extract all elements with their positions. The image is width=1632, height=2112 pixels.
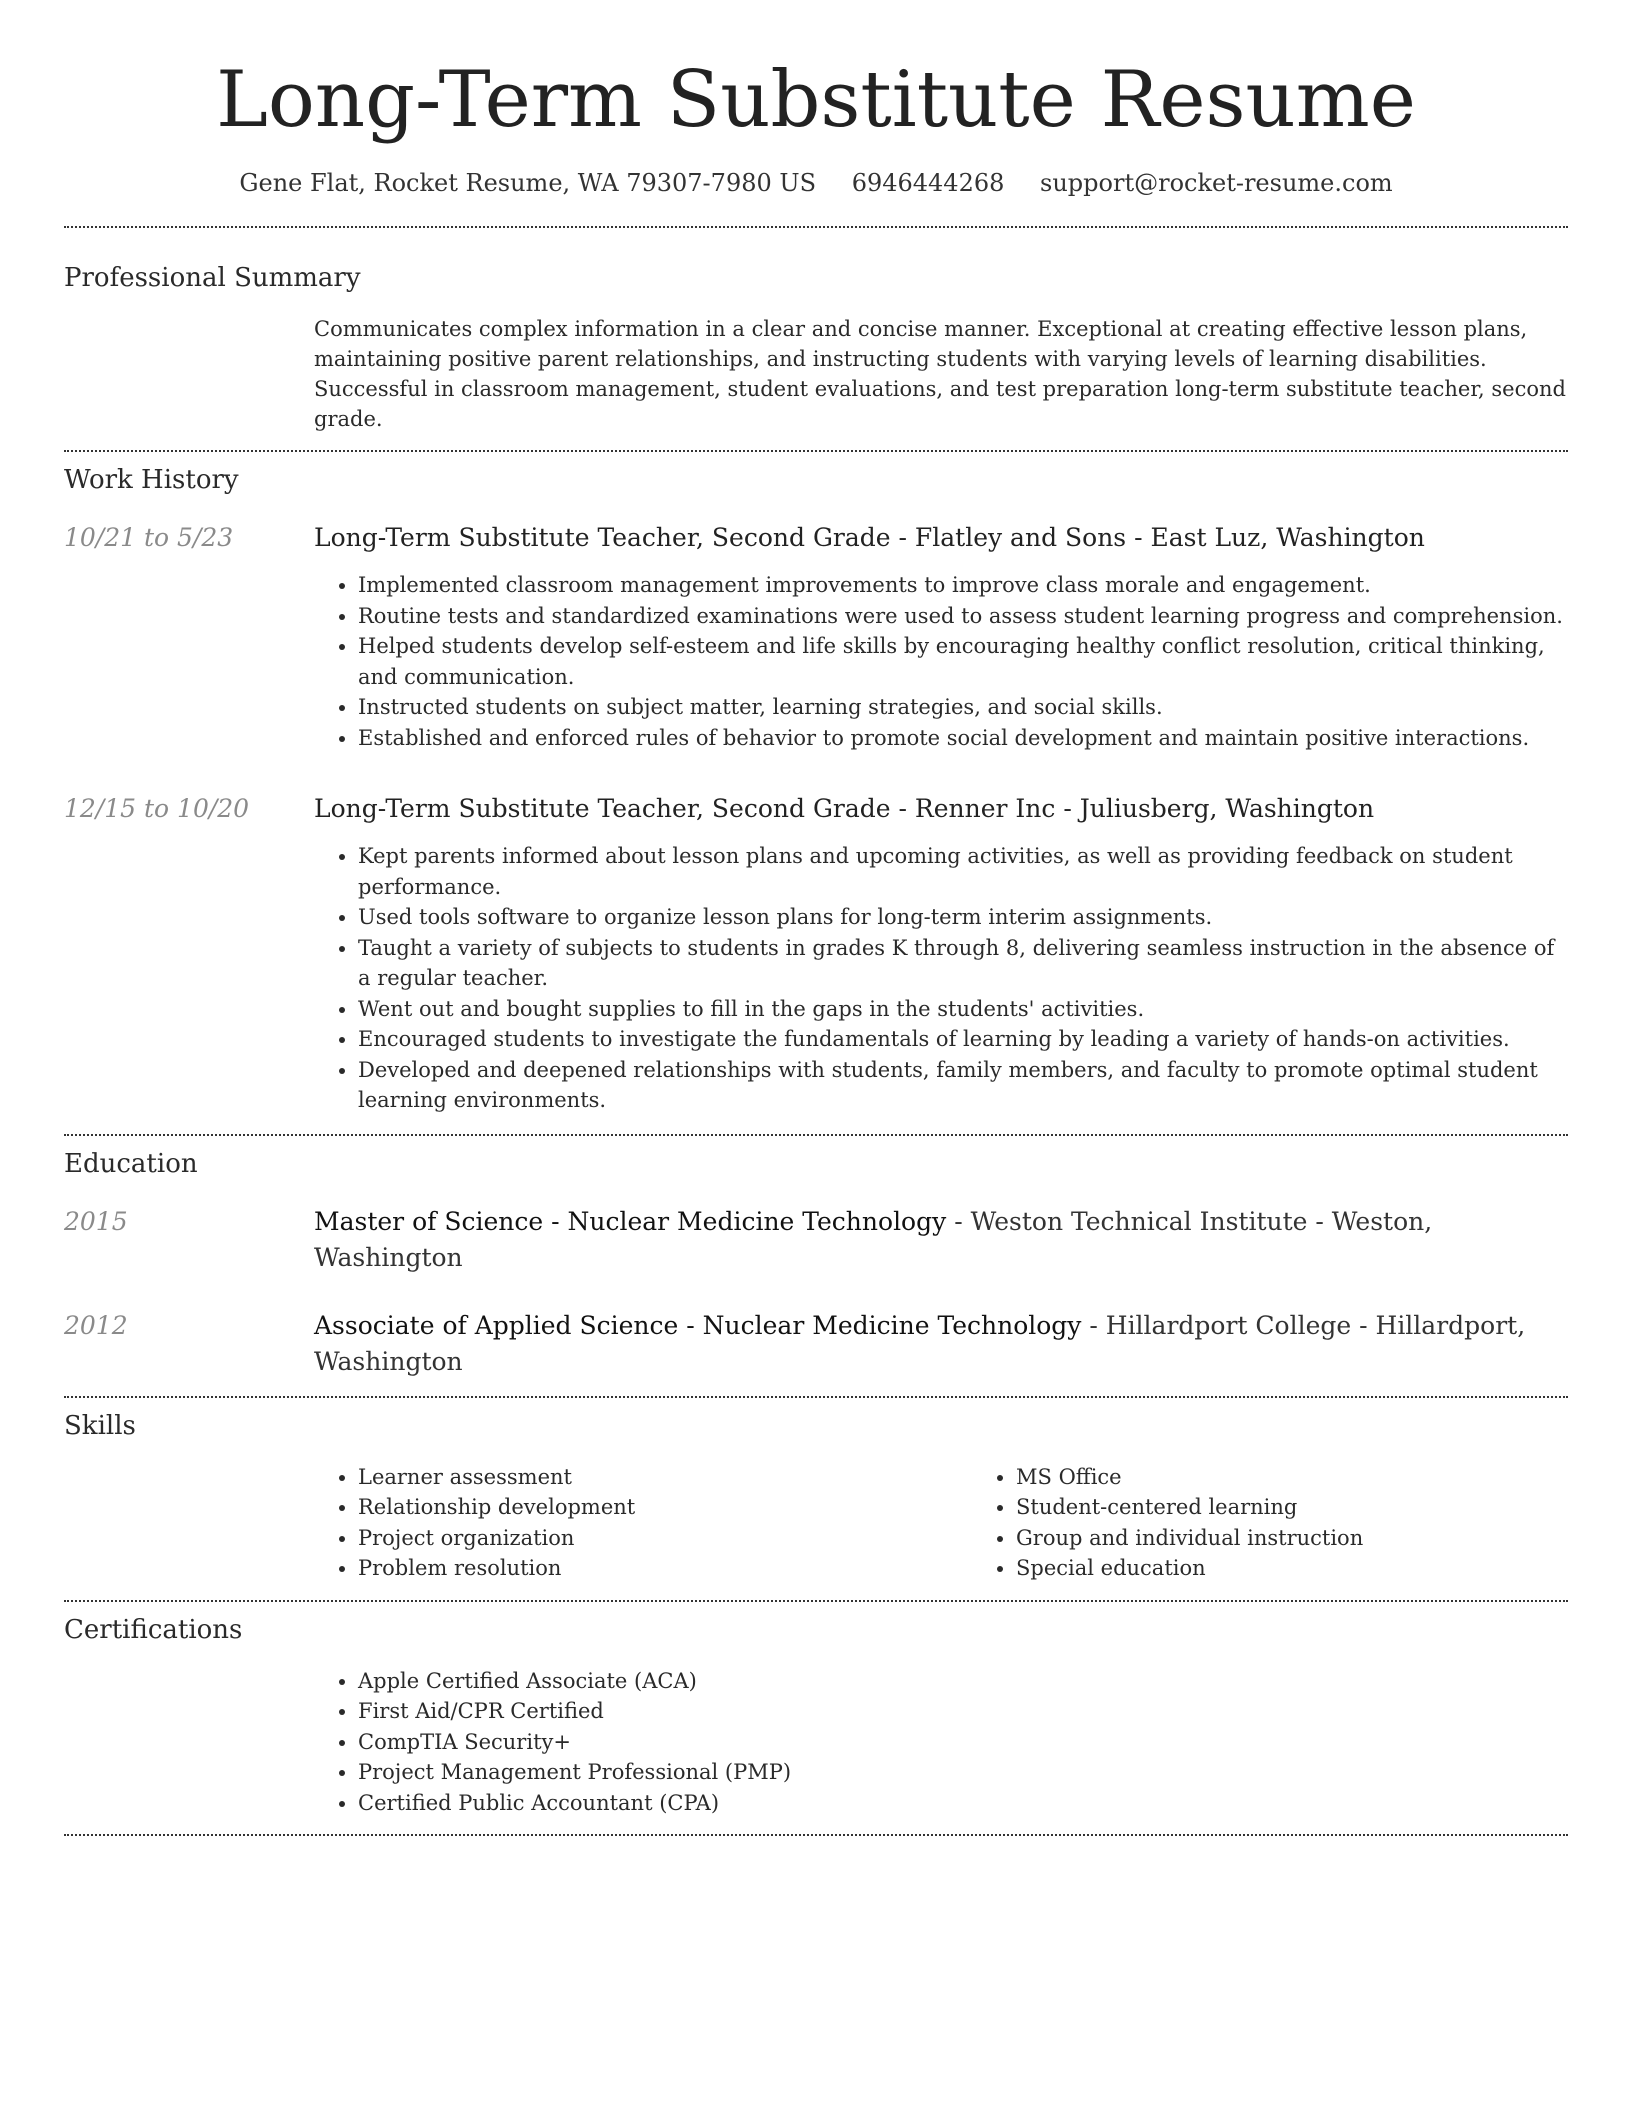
contact-email: support@rocket-resume.com (1040, 169, 1393, 197)
skills-heading: Skills (64, 1410, 136, 1441)
education-section (64, 1136, 1568, 1396)
education-heading-line (314, 1204, 1568, 1276)
list-item: • Project organization (358, 1523, 972, 1554)
list-item: • Apple Certified Associate (ACA) (358, 1666, 1568, 1697)
job-bullets (314, 841, 1568, 1116)
summary-section (64, 228, 1568, 450)
list-item: • Learner assessment (358, 1462, 972, 1493)
job-company: - Renner Inc - Juliusberg, Washington (890, 794, 1375, 823)
certifications-heading: Certifications (64, 1614, 243, 1645)
education-heading-line (314, 1308, 1568, 1380)
skills-section (64, 1398, 1568, 1600)
job-dates: 12/15 to 10/20 (64, 794, 250, 823)
contact-address: Gene Flat, Rocket Resume, WA 79307-7980 US (239, 169, 817, 197)
certifications-section (64, 1602, 1568, 1835)
list-item: • Project Management Professional (PMP) (358, 1757, 1568, 1788)
list-item: • Established and enforced rules of behavior to promote social development and maintain positive interactions. (358, 723, 1568, 754)
skills-column (972, 1462, 1630, 1584)
skills-column (314, 1462, 972, 1584)
list-item: • Used tools software to organize lesson plans for long-term interim assignments. (358, 902, 1568, 933)
job-heading (314, 520, 1568, 556)
list-item: • Taught a variety of subjects to students in grades K through 8, delivering seamless instruction in the absence of a regular teacher. (358, 933, 1568, 994)
education-year: 2015 (64, 1206, 128, 1236)
list-item: • Special education (1016, 1553, 1630, 1584)
job-entry (64, 791, 1568, 1116)
list-item: • Routine tests and standardized examinations were used to assess student learning progress and comprehension. (358, 601, 1568, 632)
job-role: Long-Term Substitute Teacher, Second Grade (314, 794, 891, 823)
list-item: • Helped students develop self-esteem and life skills by encouraging healthy conflict resolution, critical thinking, and communication. (358, 631, 1568, 692)
contact-line (64, 166, 1568, 200)
resume-header (64, 0, 1568, 200)
job-heading (314, 791, 1568, 827)
list-item: • Certified Public Accountant (CPA) (358, 1788, 1568, 1819)
list-item: • Developed and deepened relationships with students, family members, and faculty to promote optimal student learning environments. (358, 1055, 1568, 1116)
resume-title: Long-Term Substitute Resume (216, 55, 1416, 145)
education-degree: Master of Science - Nuclear Medicine Technology (314, 1206, 947, 1236)
skills-grid (314, 1462, 1630, 1584)
list-item: • CompTIA Security+ (358, 1727, 1568, 1758)
list-item: • Student-centered learning (1016, 1492, 1630, 1523)
list-item: • Problem resolution (358, 1553, 972, 1584)
list-item: • Group and individual instruction (1016, 1523, 1630, 1554)
certifications-list (314, 1666, 1568, 1819)
summary-heading: Professional Summary (64, 263, 361, 293)
list-item: • Encouraged students to investigate the fundamentals of learning by leading a variety of hands-on activities. (358, 1024, 1568, 1055)
education-school: - Weston Technical Institute - Weston, Washington (314, 1206, 1433, 1272)
education-entry (64, 1308, 1568, 1380)
list-item: • Kept parents informed about lesson plans and upcoming activities, as well as providing feedback on student performance. (358, 841, 1568, 902)
education-heading: Education (64, 1148, 198, 1179)
job-bullets (314, 570, 1568, 753)
job-role: Long-Term Substitute Teacher, Second Grade (314, 523, 891, 552)
work-history-section (64, 452, 1568, 1134)
list-item: • MS Office (1016, 1462, 1630, 1493)
list-item: • Went out and bought supplies to fill in the gaps in the students' activities. (358, 994, 1568, 1025)
divider (64, 1834, 1568, 1836)
education-year: 2012 (64, 1310, 128, 1340)
education-school: - Hillardport College - Hillardport, Washington (314, 1310, 1526, 1376)
summary-text: Communicates complex information in a clear and concise manner. Exceptional at creating effective lesson plans, maintaining positive parent relationships, and instructing students with varying levels of learning disabilities. Successful in classroom management, student evaluations, and test preparation long-term substitute teacher, second grade. (314, 317, 1566, 431)
job-entry (64, 520, 1568, 753)
education-degree: Associate of Applied Science - Nuclear Medicine Technology (314, 1310, 1082, 1340)
contact-phone: 6946444268 (851, 169, 1005, 197)
list-item: • Relationship development (358, 1492, 972, 1523)
list-item: • Implemented classroom management improvements to improve class morale and engagement. (358, 570, 1568, 601)
job-company: - Flatley and Sons - East Luz, Washington (890, 523, 1425, 552)
job-dates: 10/21 to 5/23 (64, 523, 234, 552)
work-history-heading: Work History (64, 465, 239, 495)
education-entry (64, 1204, 1568, 1276)
list-item: • Instructed students on subject matter, learning strategies, and social skills. (358, 692, 1568, 723)
list-item: • First Aid/CPR Certified (358, 1696, 1568, 1727)
